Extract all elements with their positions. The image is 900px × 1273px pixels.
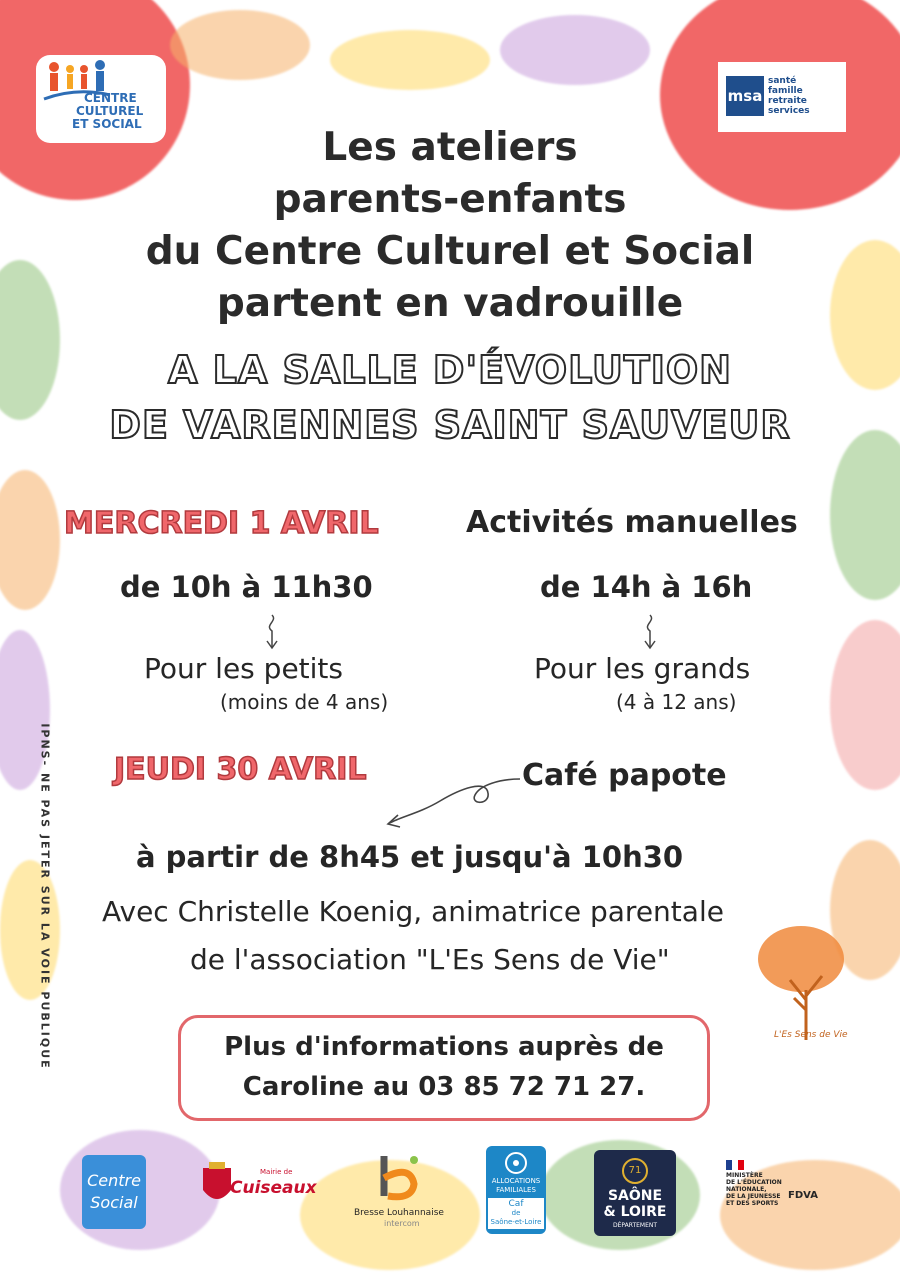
mairie-small: Mairie de [260,1168,293,1176]
bresse-name: Bresse Louhannaise [354,1208,444,1218]
event1-slot2-audience: Pour les grands [534,652,751,685]
caf-logo [486,1146,546,1234]
title-line-3: du Centre Culturel et Social [145,229,755,274]
mairie-name: Cuiseaux [230,1178,317,1198]
bresse-b-icon [374,1152,424,1202]
curly-arrow-icon [380,765,530,835]
caf-line-2: FAMILIALES [496,1186,536,1194]
tree-icon [772,950,842,1040]
title-line-1: Les ateliers [322,125,578,170]
event1-slot1-audience: Pour les petits [144,652,343,685]
msa-line-2: famille [768,86,803,96]
arrow-down-icon [636,613,666,653]
event2-host-line-1: Avec Christelle Koenig, animatrice parentale [102,895,724,928]
cs-line-2: Social [90,1193,138,1212]
caf-tree-icon [501,1151,531,1177]
info-line-1: Plus d'informations auprès de [224,1032,664,1062]
french-flag-icon [726,1160,744,1170]
arrow-down-icon [258,613,288,653]
caf-line-5: Saône-et-Loire [490,1218,542,1226]
centre-social-logo [82,1155,146,1229]
saone-line-3: DÉPARTEMENT [612,1221,658,1229]
coat-of-arms-icon [200,1160,234,1210]
mairie-cuiseaux-logo [200,1160,317,1220]
logo-line-3: ET SOCIAL [72,117,142,131]
msa-mark: msa [726,76,764,116]
cs-line-1: Centre [87,1171,141,1190]
side-legal-text: IPNS- NE PAS JETER SUR LA VOIE PUBLIQUE [38,723,52,1070]
min-line-2: DE L'ÉDUCATION [726,1179,782,1186]
event2-activity: Café papote [522,758,727,793]
title-line-2: parents-enfants [273,177,627,222]
tree-logo-caption: L'Es Sens de Vie [774,1030,848,1040]
saone-line-2: & LOIRE [603,1203,667,1220]
event1-activity: Activités manuelles [466,505,798,540]
caf-line-4: de [511,1209,521,1217]
min-line-4: DE LA JEUNESSE [726,1193,781,1200]
event2-date: JEUDI 30 AVRIL [114,752,367,787]
caf-line-3: Caf [508,1199,524,1209]
caf-line-1: ALLOCATIONS [491,1177,541,1185]
title-line-4: partent en vadrouille [216,281,684,326]
bresse-sub: intercom [384,1219,420,1228]
fdva-label: FDVA [788,1190,818,1201]
msa-line-4: services [768,106,810,116]
event1-date: MERCREDI 1 AVRIL [64,506,379,541]
msa-line-3: retraite [768,96,807,106]
logo-line-1: CENTRE [84,91,137,105]
logo-line-2: CULTUREL [76,104,144,118]
info-box [178,1015,710,1121]
event2-time: à partir de 8h45 et jusqu'à 10h30 [136,840,684,874]
bresse-louhannaise-logo [350,1150,450,1230]
info-line-2: Caroline au 03 85 72 71 27. [242,1072,646,1102]
saone-line-1: SAÔNE [607,1187,663,1204]
event1-slot1-time: de 10h à 11h30 [120,570,373,604]
min-line-3: NATIONALE, [726,1186,767,1193]
event1-slot2-time: de 14h à 16h [540,570,753,604]
venue-line-2: DE VARENNES SAINT SAUVEUR [109,403,791,447]
msa-line-1: santé [768,76,797,86]
min-line-1: MINISTÈRE [726,1172,763,1179]
main-title [0,122,900,330]
event1-slot2-age: (4 à 12 ans) [616,690,737,714]
saone-badge: 71 [622,1158,648,1184]
es-sens-de-vie-logo [752,920,872,1050]
min-line-5: ET DES SPORTS [726,1200,779,1207]
venue-line-1: A LA SALLE D'ÉVOLUTION [168,348,732,392]
event2-host-line-2: de l'association "L'Es Sens de Vie" [190,943,670,976]
ministere-logo [726,1160,836,1230]
event1-slot1-age: (moins de 4 ans) [220,690,389,714]
saone-et-loire-logo [594,1150,676,1236]
